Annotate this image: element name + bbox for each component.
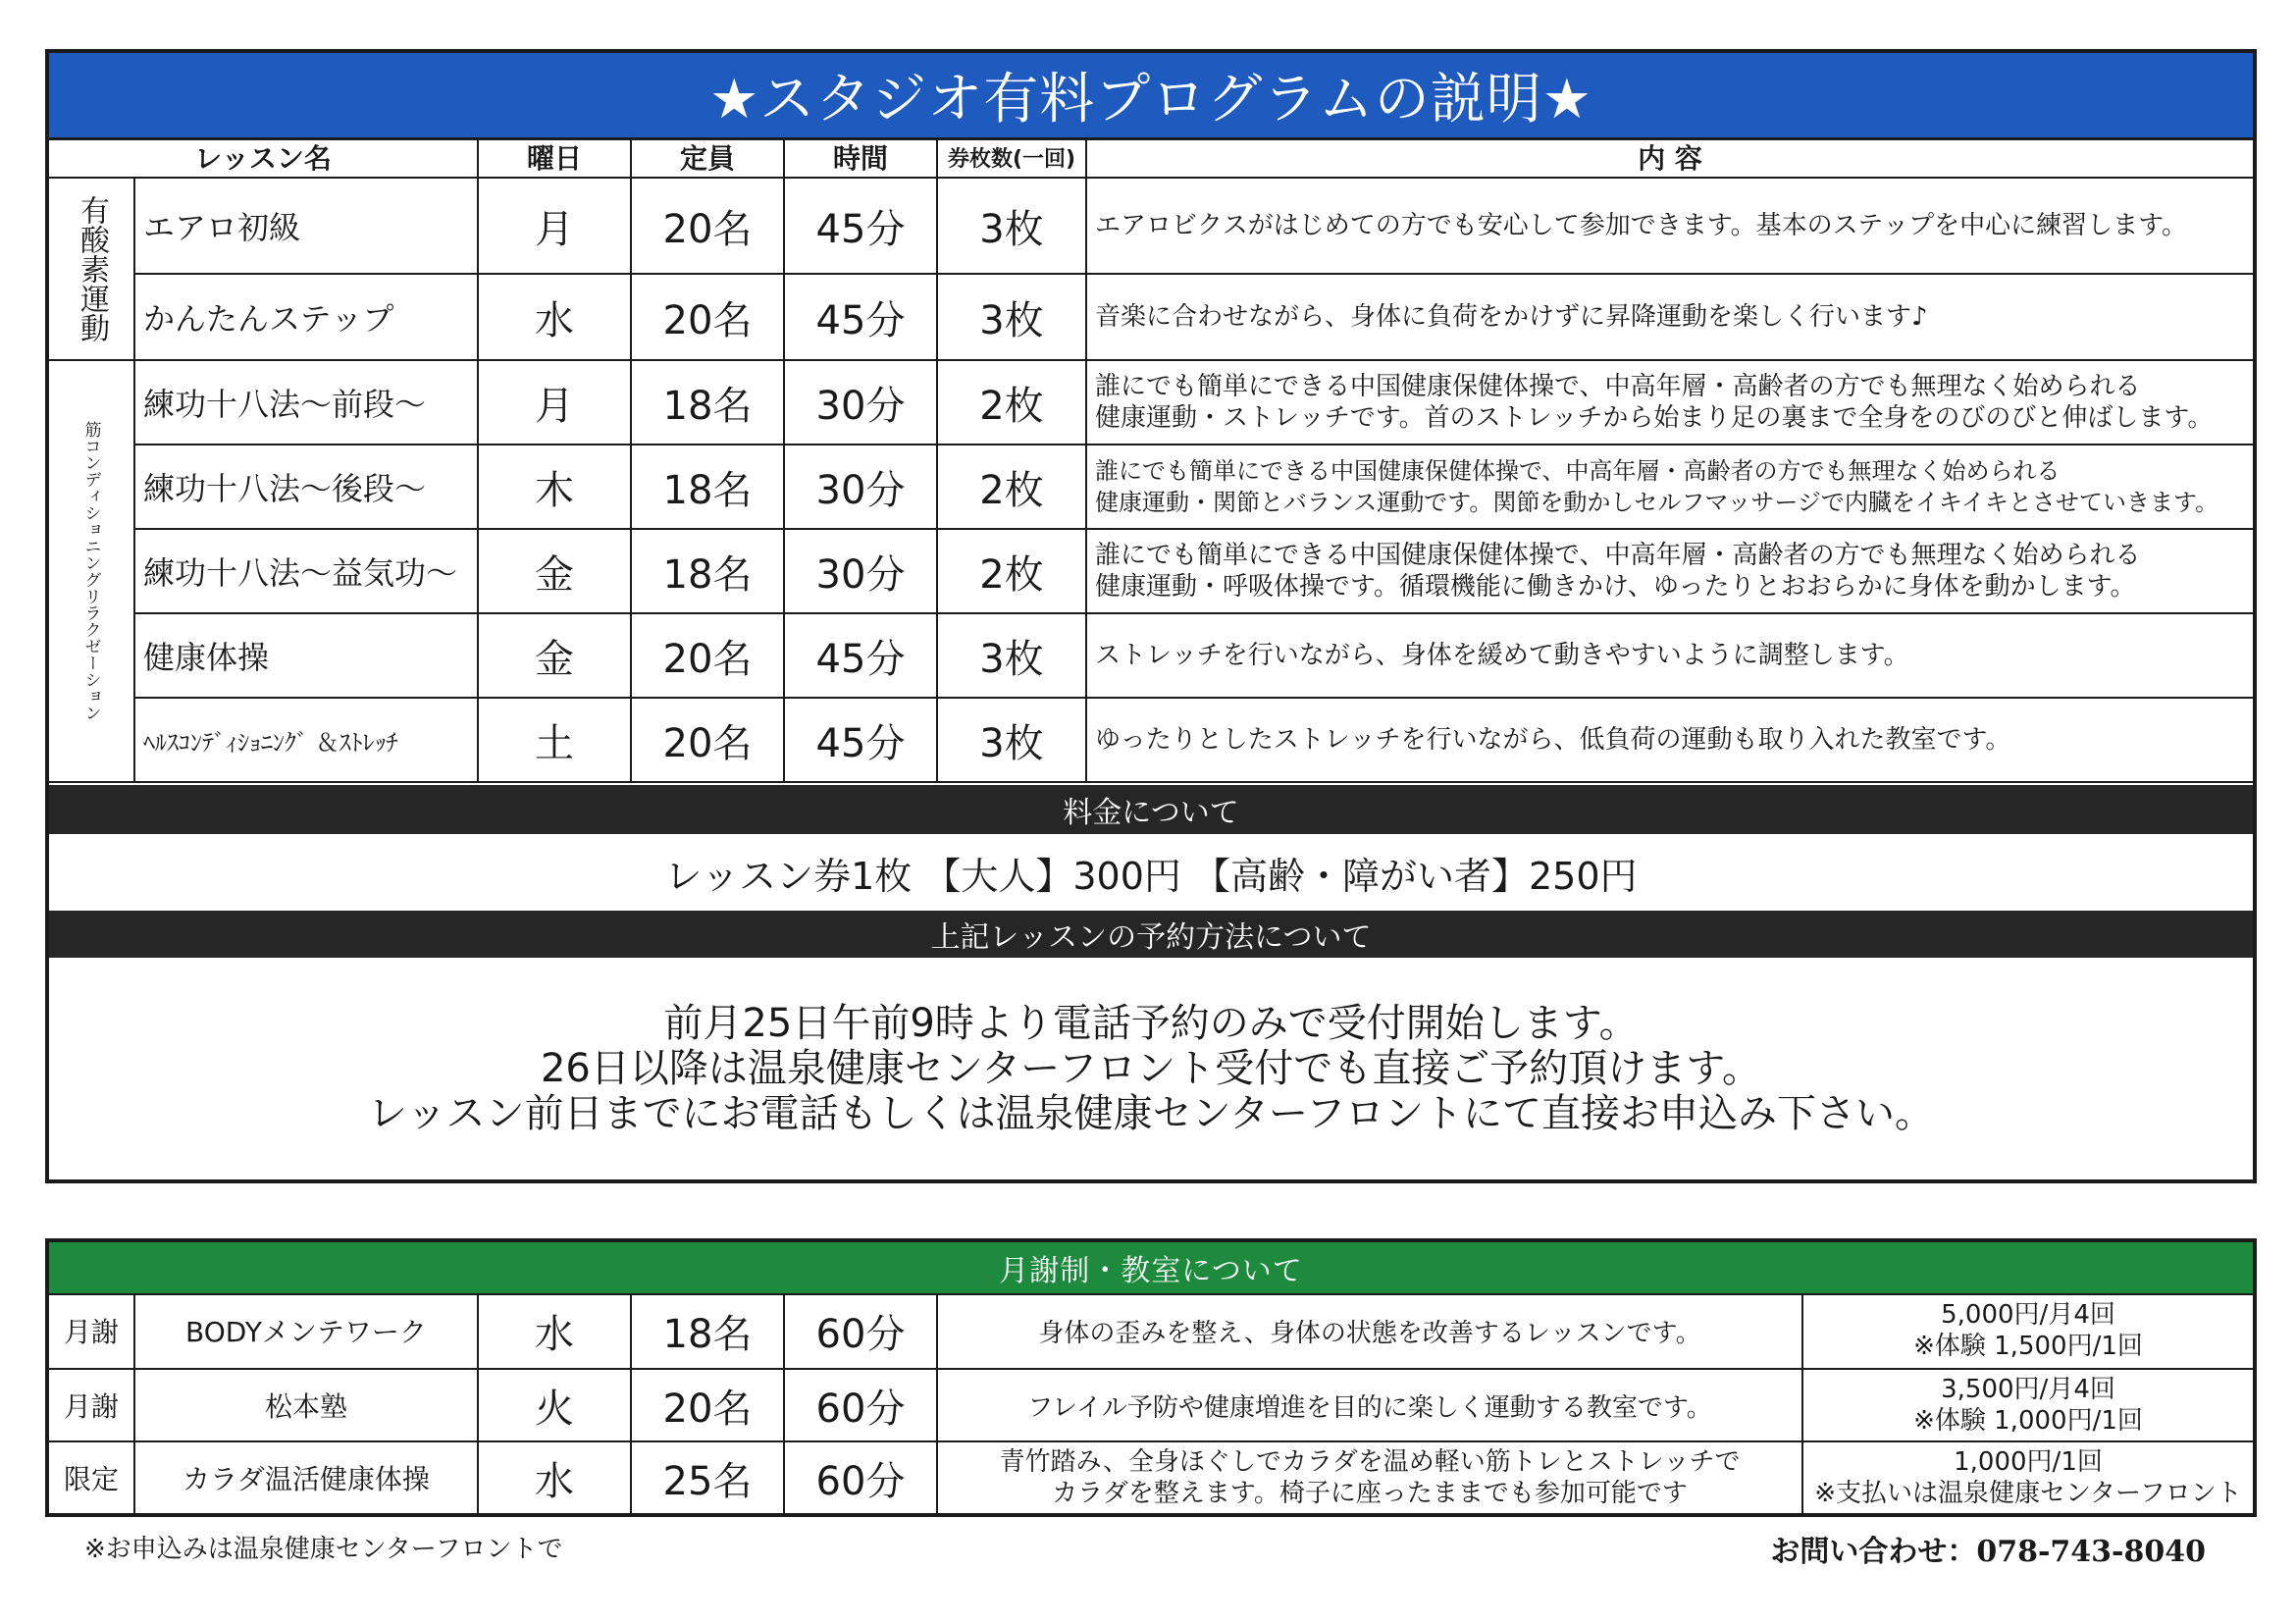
class-day: 水 — [479, 1442, 632, 1513]
header-time: 時間 — [785, 137, 938, 179]
lesson-time: 45分 — [785, 179, 938, 275]
lesson-name: 健康体操 — [135, 614, 479, 699]
group-aerobic: 有酸素運動 — [49, 179, 135, 361]
class-name: BODYメンテワーク — [135, 1293, 479, 1370]
class-capacity: 20名 — [632, 1370, 785, 1442]
class-type: 月謝 — [49, 1293, 135, 1370]
lesson-capacity: 18名 — [632, 361, 785, 445]
lesson-tickets: 3枚 — [938, 614, 1087, 699]
lesson-time: 30分 — [785, 530, 938, 614]
group-conditioning: 筋コンディショニングリラクゼーション — [49, 361, 135, 783]
lesson-day: 水 — [479, 275, 632, 361]
monthly-header: 月謝制・教室について — [49, 1242, 2253, 1295]
lesson-capacity: 20名 — [632, 614, 785, 699]
lesson-tickets: 3枚 — [938, 699, 1087, 783]
studio-title: ★スタジオ有料プログラムの説明★ — [49, 53, 2253, 140]
application-note: ※お申込みは温泉健康センターフロントで — [84, 1535, 563, 1564]
lesson-day: 月 — [479, 361, 632, 445]
lesson-capacity: 18名 — [632, 445, 785, 530]
class-type: 月謝 — [49, 1370, 135, 1442]
lesson-tickets: 3枚 — [938, 179, 1087, 275]
lesson-name: ﾍﾙｽｺﾝﾃﾞｨｼｮﾆﾝｸﾞ ＆ｽﾄﾚｯﾁ — [135, 699, 479, 783]
lesson-description: 音楽に合わせながら、身体に負荷をかけずに昇降運動を楽しく行います♪ — [1087, 275, 2253, 361]
lesson-description: 誰にでも簡単にできる中国健康保健体操で、中高年層・高齢者の方でも無理なく始められる 健康運動・関節とバランス運動です。関節を動かしセルフマッサージで内臓をイキイキとさせていきます。 — [1087, 445, 2253, 530]
header-lesson: レッスン名 — [49, 137, 479, 179]
fee-primary: 1,000円/1回 — [1954, 1447, 2103, 1477]
class-time: 60分 — [785, 1370, 938, 1442]
lesson-description: 誰にでも簡単にできる中国健康保健体操で、中高年層・高齢者の方でも無理なく始められる 健康運動・呼吸体操です。循環機能に働きかけ、ゆったりとおおらかに身体を動かします。 — [1087, 530, 2253, 614]
lesson-description: ゆったりとしたストレッチを行いながら、低負荷の運動も取り入れた教室です。 — [1087, 699, 2253, 783]
pricing-header: 料金について — [49, 785, 2253, 834]
lesson-time: 30分 — [785, 361, 938, 445]
lesson-description: エアロビクスがはじめての方でも安心して参加できます。基本のステップを中心に練習します。 — [1087, 179, 2253, 275]
class-capacity: 18名 — [632, 1293, 785, 1370]
lesson-capacity: 20名 — [632, 179, 785, 275]
lesson-day: 月 — [479, 179, 632, 275]
monthly-class-panel — [45, 1238, 2257, 1517]
lesson-time: 45分 — [785, 699, 938, 783]
lesson-capacity: 18名 — [632, 530, 785, 614]
class-time: 60分 — [785, 1442, 938, 1513]
booking-header: 上記レッスンの予約方法について — [49, 911, 2253, 958]
class-day: 火 — [479, 1370, 632, 1442]
class-name: 松本塾 — [135, 1370, 479, 1442]
header-content: 内 容 — [1087, 137, 2253, 179]
contact-phone: お問い合わせ：078-743-8040 — [1770, 1535, 2206, 1569]
lesson-name: 練功十八法～後段～ — [135, 445, 479, 530]
fee-primary: 3,500円/月4回 — [1941, 1375, 2115, 1404]
lesson-day: 木 — [479, 445, 632, 530]
lesson-name: エアロ初級 — [135, 179, 479, 275]
fee-note: ※支払いは温泉健康センターフロント — [1814, 1479, 2242, 1508]
lesson-name: かんたんステップ — [135, 275, 479, 361]
lesson-time: 45分 — [785, 614, 938, 699]
lesson-time: 45分 — [785, 275, 938, 361]
class-capacity: 25名 — [632, 1442, 785, 1513]
fee-note: ※体験 1,500円/1回 — [1913, 1332, 2143, 1361]
class-fee — [1803, 1370, 2253, 1442]
lesson-name: 練功十八法～益気功～ — [135, 530, 479, 614]
lesson-tickets: 2枚 — [938, 530, 1087, 614]
fee-note: ※体験 1,000円/1回 — [1913, 1406, 2143, 1436]
lesson-tickets: 2枚 — [938, 361, 1087, 445]
booking-info — [49, 958, 2253, 1179]
lesson-day: 金 — [479, 614, 632, 699]
fee-primary: 5,000円/月4回 — [1941, 1300, 2115, 1330]
lesson-capacity: 20名 — [632, 275, 785, 361]
lesson-time: 30分 — [785, 445, 938, 530]
lesson-name: 練功十八法～前段～ — [135, 361, 479, 445]
booking-line: レッスン前日までにお電話もしくは温泉健康センターフロントにて直接お申込み下さい。 — [368, 1091, 1934, 1136]
pricing-text: レッスン券1枚 【大人】300円 【高齢・障がい者】250円 — [49, 834, 2253, 913]
header-tickets: 券枚数(一回) — [938, 137, 1087, 179]
class-description: フレイル予防や健康増進を目的に楽しく運動する教室です。 — [938, 1370, 1803, 1442]
class-description: 青竹踏み、全身ほぐしでカラダを温め軽い筋トレとストレッチで カラダを整えます。椅子に座ったままでも参加可能です — [938, 1442, 1803, 1513]
header-capacity: 定員 — [632, 137, 785, 179]
lesson-description: 誰にでも簡単にできる中国健康保健体操で、中高年層・高齢者の方でも無理なく始められる 健康運動・ストレッチです。首のストレッチから始まり足の裏まで全身をのびのびと伸ばします。 — [1087, 361, 2253, 445]
lesson-day: 金 — [479, 530, 632, 614]
class-time: 60分 — [785, 1293, 938, 1370]
booking-line: 前月25日午前9時より電話予約のみで受付開始します。 — [663, 1001, 1639, 1046]
studio-program-panel — [45, 49, 2257, 1183]
class-fee — [1803, 1293, 2253, 1370]
booking-line: 26日以降は温泉健康センターフロント受付でも直接ご予約頂けます。 — [540, 1046, 1762, 1091]
class-type: 限定 — [49, 1442, 135, 1513]
class-fee — [1803, 1442, 2253, 1513]
class-day: 水 — [479, 1293, 632, 1370]
lesson-tickets: 3枚 — [938, 275, 1087, 361]
header-day: 曜日 — [479, 137, 632, 179]
lesson-tickets: 2枚 — [938, 445, 1087, 530]
lesson-description: ストレッチを行いながら、身体を緩めて動きやすいように調整します。 — [1087, 614, 2253, 699]
lesson-day: 土 — [479, 699, 632, 783]
lesson-capacity: 20名 — [632, 699, 785, 783]
class-description: 身体の歪みを整え、身体の状態を改善するレッスンです。 — [938, 1293, 1803, 1370]
class-name: カラダ温活健康体操 — [135, 1442, 479, 1513]
